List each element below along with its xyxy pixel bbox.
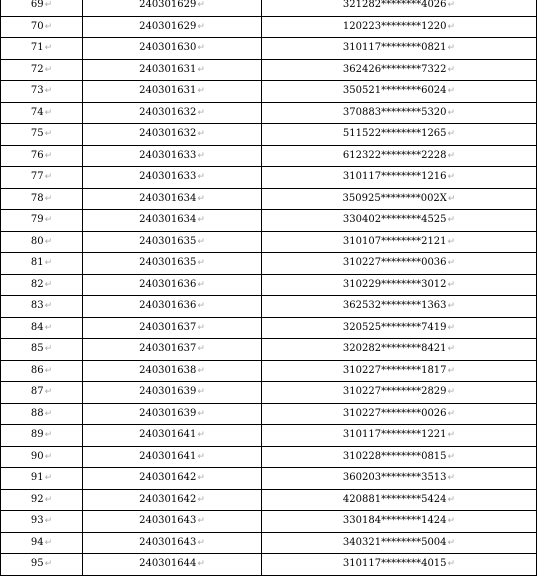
- paragraph-mark-icon: ↵: [44, 258, 53, 269]
- exam-number-text: 240301636: [139, 300, 197, 312]
- paragraph-mark-icon: ↵: [197, 344, 205, 355]
- id-number-cell: [262, 403, 537, 425]
- exam-number-text: 240301632: [139, 106, 197, 118]
- id-number-cell: [262, 231, 537, 253]
- id-number-text: 310107********2121: [342, 235, 447, 247]
- table-row: [1, 124, 537, 146]
- id-number-text: 511522********1265: [342, 128, 447, 140]
- exam-number-text: 240301633: [139, 149, 197, 161]
- exam-number-cell: [83, 425, 262, 447]
- table-row: [1, 446, 537, 468]
- paragraph-mark-icon: ↵: [447, 193, 456, 204]
- id-number-text: 612322********2228: [342, 149, 447, 161]
- id-number-cell: [262, 16, 537, 38]
- paragraph-mark-icon: ↵: [197, 21, 205, 32]
- paragraph-mark-icon: ↵: [447, 129, 456, 140]
- exam-number-cell: [83, 188, 262, 210]
- paragraph-mark-icon: ↵: [447, 430, 456, 441]
- table-row: [1, 468, 537, 490]
- row-number-cell: [1, 446, 83, 468]
- exam-number-text: 240301638: [139, 364, 197, 376]
- paragraph-mark-icon: ↵: [197, 301, 205, 312]
- paragraph-mark-icon: ↵: [197, 43, 205, 54]
- row-number-text: 72: [30, 63, 44, 75]
- id-number-text: 350521********6024: [342, 85, 447, 97]
- paragraph-mark-icon: ↵: [44, 193, 53, 204]
- id-number-text: 330184********1424: [342, 515, 447, 527]
- id-number-text: 310227********1817: [342, 364, 447, 376]
- id-number-cell: [262, 382, 537, 404]
- table-row: [1, 81, 537, 103]
- row-number-cell: [1, 425, 83, 447]
- id-number-cell: [262, 317, 537, 339]
- paragraph-mark-icon: ↵: [197, 0, 205, 11]
- exam-number-text: 240301629: [139, 0, 197, 11]
- paragraph-mark-icon: ↵: [197, 129, 205, 140]
- paragraph-mark-icon: ↵: [44, 236, 53, 247]
- row-number-text: 95: [30, 558, 44, 570]
- paragraph-mark-icon: ↵: [447, 322, 456, 333]
- id-number-cell: [262, 425, 537, 447]
- id-number-cell: [262, 167, 537, 189]
- exam-number-cell: [83, 253, 262, 275]
- id-number-cell: [262, 511, 537, 533]
- id-number-text: 420881********5424: [342, 493, 447, 505]
- table-body: [1, 0, 537, 575]
- paragraph-mark-icon: ↵: [447, 172, 456, 183]
- exam-number-cell: [83, 317, 262, 339]
- table-row: [1, 0, 537, 16]
- paragraph-mark-icon: ↵: [447, 473, 456, 484]
- exam-number-text: 240301642: [139, 472, 197, 484]
- table-row: [1, 489, 537, 511]
- id-number-text: 350925********002X: [342, 192, 447, 204]
- table-row: [1, 102, 537, 124]
- paragraph-mark-icon: ↵: [44, 301, 53, 312]
- id-number-text: 321282********4026: [342, 0, 447, 11]
- exam-number-cell: [83, 231, 262, 253]
- id-number-text: 330402********4525: [342, 214, 447, 226]
- paragraph-mark-icon: ↵: [197, 430, 205, 441]
- id-number-cell: [262, 360, 537, 382]
- paragraph-mark-icon: ↵: [447, 86, 456, 97]
- paragraph-mark-icon: ↵: [44, 322, 53, 333]
- paragraph-mark-icon: ↵: [197, 86, 205, 97]
- row-number-cell: [1, 253, 83, 275]
- paragraph-mark-icon: ↵: [44, 215, 53, 226]
- row-number-text: 69: [30, 0, 44, 11]
- id-number-cell: [262, 532, 537, 554]
- exam-number-text: 240301637: [139, 343, 197, 355]
- id-number-cell: [262, 210, 537, 232]
- row-number-cell: [1, 339, 83, 361]
- paragraph-mark-icon: ↵: [197, 387, 205, 398]
- paragraph-mark-icon: ↵: [44, 473, 53, 484]
- exam-number-cell: [83, 468, 262, 490]
- exam-number-text: 240301639: [139, 407, 197, 419]
- paragraph-mark-icon: ↵: [447, 537, 456, 548]
- id-number-cell: [262, 554, 537, 576]
- table-row: [1, 38, 537, 60]
- exam-number-text: 240301635: [139, 257, 197, 269]
- row-number-text: 91: [30, 472, 44, 484]
- id-number-text: 310117********1221: [342, 429, 447, 441]
- id-number-cell: [262, 124, 537, 146]
- id-number-cell: [262, 102, 537, 124]
- row-number-text: 90: [30, 450, 44, 462]
- id-number-text: 362532********1363: [342, 300, 447, 312]
- id-number-text: 362426********7322: [342, 63, 447, 75]
- row-number-cell: [1, 468, 83, 490]
- paragraph-mark-icon: ↵: [447, 301, 456, 312]
- table-row: [1, 382, 537, 404]
- row-number-cell: [1, 188, 83, 210]
- exam-number-cell: [83, 124, 262, 146]
- id-number-text: 310229********3012: [342, 278, 447, 290]
- exam-number-cell: [83, 167, 262, 189]
- exam-number-cell: [83, 38, 262, 60]
- exam-number-cell: [83, 511, 262, 533]
- table-row: [1, 360, 537, 382]
- id-number-text: 370883********5320: [342, 106, 447, 118]
- row-number-text: 93: [30, 515, 44, 527]
- row-number-text: 76: [30, 149, 44, 161]
- row-number-cell: [1, 382, 83, 404]
- row-number-text: 70: [30, 20, 44, 32]
- exam-number-cell: [83, 554, 262, 576]
- paragraph-mark-icon: ↵: [44, 344, 53, 355]
- paragraph-mark-icon: ↵: [447, 0, 456, 11]
- exam-number-text: 240301629: [139, 20, 197, 32]
- table-row: [1, 59, 537, 81]
- paragraph-mark-icon: ↵: [44, 279, 53, 290]
- row-number-cell: [1, 511, 83, 533]
- row-number-cell: [1, 532, 83, 554]
- exam-number-cell: [83, 532, 262, 554]
- id-number-text: 310117********0821: [342, 42, 447, 54]
- row-number-cell: [1, 274, 83, 296]
- paragraph-mark-icon: ↵: [197, 279, 205, 290]
- exam-number-cell: [83, 360, 262, 382]
- paragraph-mark-icon: ↵: [197, 322, 205, 333]
- exam-number-text: 240301632: [139, 128, 197, 140]
- id-number-cell: [262, 489, 537, 511]
- row-number-text: 94: [30, 536, 44, 548]
- paragraph-mark-icon: ↵: [44, 408, 53, 419]
- row-number-text: 71: [30, 42, 44, 54]
- exam-number-cell: [83, 0, 262, 16]
- table-row: [1, 317, 537, 339]
- paragraph-mark-icon: ↵: [447, 107, 456, 118]
- table-row: [1, 296, 537, 318]
- table-row: [1, 425, 537, 447]
- exam-number-cell: [83, 339, 262, 361]
- paragraph-mark-icon: ↵: [447, 236, 456, 247]
- id-number-cell: [262, 253, 537, 275]
- id-number-cell: [262, 468, 537, 490]
- row-number-text: 86: [30, 364, 44, 376]
- table-row: [1, 210, 537, 232]
- table-row: [1, 532, 537, 554]
- id-number-text: 360203********3513: [342, 472, 447, 484]
- exam-number-cell: [83, 274, 262, 296]
- paragraph-mark-icon: ↵: [44, 64, 53, 75]
- paragraph-mark-icon: ↵: [447, 387, 456, 398]
- row-number-text: 75: [30, 128, 44, 140]
- id-number-cell: [262, 0, 537, 16]
- paragraph-mark-icon: ↵: [447, 559, 456, 570]
- row-number-text: 78: [30, 192, 44, 204]
- exam-number-cell: [83, 145, 262, 167]
- paragraph-mark-icon: ↵: [447, 64, 456, 75]
- table-row: [1, 231, 537, 253]
- paragraph-mark-icon: ↵: [197, 365, 205, 376]
- table-row: [1, 339, 537, 361]
- id-number-text: 340321********5004: [342, 536, 447, 548]
- paragraph-mark-icon: ↵: [44, 86, 53, 97]
- paragraph-mark-icon: ↵: [44, 129, 53, 140]
- exam-number-text: 240301635: [139, 235, 197, 247]
- exam-number-text: 240301631: [139, 85, 197, 97]
- id-number-cell: [262, 59, 537, 81]
- exam-number-text: 240301636: [139, 278, 197, 290]
- paragraph-mark-icon: ↵: [44, 172, 53, 183]
- exam-number-cell: [83, 489, 262, 511]
- id-number-text: 310227********2829: [342, 386, 447, 398]
- paragraph-mark-icon: ↵: [447, 21, 456, 32]
- paragraph-mark-icon: ↵: [44, 559, 53, 570]
- paragraph-mark-icon: ↵: [44, 0, 53, 11]
- paragraph-mark-icon: ↵: [44, 494, 53, 505]
- row-number-text: 82: [30, 278, 44, 290]
- row-number-text: 81: [30, 257, 44, 269]
- id-number-cell: [262, 446, 537, 468]
- id-number-text: 310227********0036: [342, 257, 447, 269]
- row-number-cell: [1, 124, 83, 146]
- paragraph-mark-icon: ↵: [447, 344, 456, 355]
- paragraph-mark-icon: ↵: [447, 516, 456, 527]
- exam-number-text: 240301630: [139, 42, 197, 54]
- paragraph-mark-icon: ↵: [447, 451, 456, 462]
- row-number-cell: [1, 489, 83, 511]
- exam-number-cell: [83, 59, 262, 81]
- paragraph-mark-icon: ↵: [197, 408, 205, 419]
- row-number-cell: [1, 317, 83, 339]
- id-number-text: 320525********7419: [342, 321, 447, 333]
- paragraph-mark-icon: ↵: [44, 451, 53, 462]
- row-number-cell: [1, 145, 83, 167]
- exam-number-text: 240301633: [139, 171, 197, 183]
- paragraph-mark-icon: ↵: [44, 387, 53, 398]
- row-number-cell: [1, 0, 83, 16]
- paragraph-mark-icon: ↵: [197, 236, 205, 247]
- row-number-text: 77: [30, 171, 44, 183]
- id-number-cell: [262, 188, 537, 210]
- row-number-cell: [1, 231, 83, 253]
- paragraph-mark-icon: ↵: [197, 107, 205, 118]
- id-number-text: 310228********0815: [342, 450, 447, 462]
- id-number-text: 310227********0026: [342, 407, 447, 419]
- exam-number-text: 240301641: [139, 450, 197, 462]
- row-number-text: 85: [30, 343, 44, 355]
- row-number-cell: [1, 102, 83, 124]
- exam-number-cell: [83, 102, 262, 124]
- id-number-text: 320282********8421: [342, 343, 447, 355]
- exam-number-text: 240301644: [139, 558, 197, 570]
- id-number-cell: [262, 38, 537, 60]
- id-number-cell: [262, 81, 537, 103]
- table-row: [1, 188, 537, 210]
- row-number-cell: [1, 296, 83, 318]
- row-number-cell: [1, 554, 83, 576]
- row-number-cell: [1, 403, 83, 425]
- exam-number-text: 240301634: [139, 214, 197, 226]
- paragraph-mark-icon: ↵: [44, 21, 53, 32]
- table-row: [1, 16, 537, 38]
- table-row: [1, 167, 537, 189]
- exam-number-text: 240301639: [139, 386, 197, 398]
- paragraph-mark-icon: ↵: [197, 451, 205, 462]
- id-number-text: 310117********1216: [342, 171, 447, 183]
- paragraph-mark-icon: ↵: [447, 215, 456, 226]
- paragraph-mark-icon: ↵: [447, 150, 456, 161]
- exam-number-text: 240301642: [139, 493, 197, 505]
- id-number-text: 120223********1220: [342, 20, 447, 32]
- paragraph-mark-icon: ↵: [44, 43, 53, 54]
- paragraph-mark-icon: ↵: [44, 430, 53, 441]
- paragraph-mark-icon: ↵: [197, 258, 205, 269]
- exam-number-text: 240301641: [139, 429, 197, 441]
- paragraph-mark-icon: ↵: [447, 494, 456, 505]
- paragraph-mark-icon: ↵: [447, 258, 456, 269]
- table-row: [1, 511, 537, 533]
- row-number-text: 79: [30, 214, 44, 226]
- row-number-cell: [1, 360, 83, 382]
- paragraph-mark-icon: ↵: [197, 150, 205, 161]
- exam-number-text: 240301631: [139, 63, 197, 75]
- paragraph-mark-icon: ↵: [197, 559, 205, 570]
- exam-number-cell: [83, 210, 262, 232]
- row-number-text: 84: [30, 321, 44, 333]
- row-number-cell: [1, 210, 83, 232]
- row-number-text: 92: [30, 493, 44, 505]
- table-row: [1, 403, 537, 425]
- row-number-text: 88: [30, 407, 44, 419]
- paragraph-mark-icon: ↵: [447, 43, 456, 54]
- paragraph-mark-icon: ↵: [447, 408, 456, 419]
- paragraph-mark-icon: ↵: [197, 193, 205, 204]
- row-number-text: 83: [30, 300, 44, 312]
- paragraph-mark-icon: ↵: [44, 150, 53, 161]
- exam-number-cell: [83, 296, 262, 318]
- exam-number-cell: [83, 382, 262, 404]
- exam-number-text: 240301637: [139, 321, 197, 333]
- paragraph-mark-icon: ↵: [44, 537, 53, 548]
- row-number-cell: [1, 59, 83, 81]
- exam-number-text: 240301643: [139, 515, 197, 527]
- row-number-cell: [1, 167, 83, 189]
- paragraph-mark-icon: ↵: [197, 64, 205, 75]
- table-row: [1, 274, 537, 296]
- exam-number-cell: [83, 16, 262, 38]
- table-row: [1, 253, 537, 275]
- paragraph-mark-icon: ↵: [197, 473, 205, 484]
- paragraph-mark-icon: ↵: [447, 279, 456, 290]
- exam-number-cell: [83, 81, 262, 103]
- row-number-cell: [1, 81, 83, 103]
- exam-number-cell: [83, 446, 262, 468]
- row-number-text: 87: [30, 386, 44, 398]
- paragraph-mark-icon: ↵: [197, 537, 205, 548]
- paragraph-mark-icon: ↵: [197, 172, 205, 183]
- table-row: [1, 554, 537, 576]
- row-number-text: 80: [30, 235, 44, 247]
- id-number-cell: [262, 274, 537, 296]
- paragraph-mark-icon: ↵: [44, 516, 53, 527]
- id-number-cell: [262, 339, 537, 361]
- paragraph-mark-icon: ↵: [197, 516, 205, 527]
- id-number-text: 310117********4015: [342, 558, 447, 570]
- row-number-text: 89: [30, 429, 44, 441]
- paragraph-mark-icon: ↵: [197, 494, 205, 505]
- exam-number-cell: [83, 403, 262, 425]
- row-number-text: 74: [30, 106, 44, 118]
- row-number-text: 73: [30, 85, 44, 97]
- exam-number-text: 240301643: [139, 536, 197, 548]
- row-number-cell: [1, 16, 83, 38]
- paragraph-mark-icon: ↵: [197, 215, 205, 226]
- table-row: [1, 145, 537, 167]
- id-number-cell: [262, 296, 537, 318]
- paragraph-mark-icon: ↵: [447, 365, 456, 376]
- exam-number-text: 240301634: [139, 192, 197, 204]
- row-number-cell: [1, 38, 83, 60]
- paragraph-mark-icon: ↵: [44, 107, 53, 118]
- id-number-cell: [262, 145, 537, 167]
- paragraph-mark-icon: ↵: [44, 365, 53, 376]
